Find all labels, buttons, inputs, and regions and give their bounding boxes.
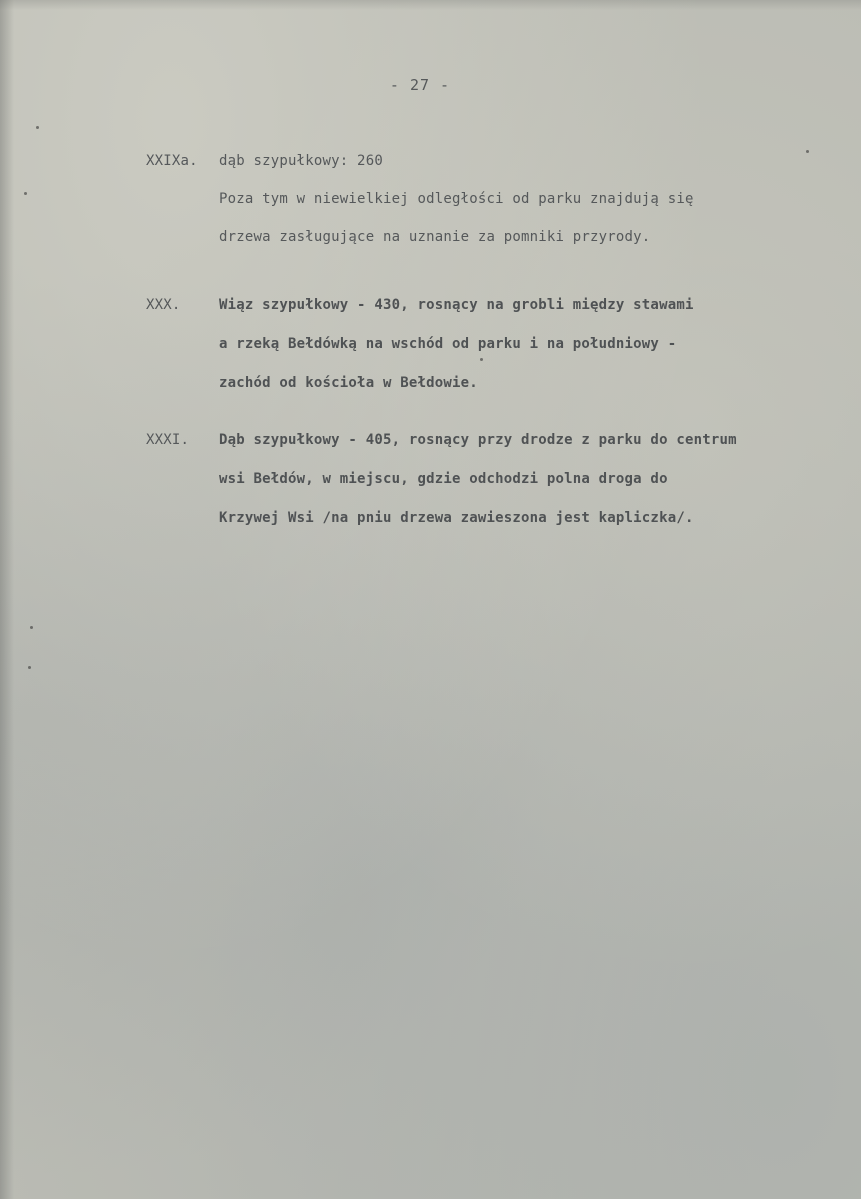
paper-speck: [28, 666, 31, 669]
entry-line: Wiąz szypułkowy - 430, rosnący na grobli między stawami: [219, 297, 694, 313]
entry-number: XXXI.: [146, 432, 190, 448]
entry-line: drzewa zasługujące na uznanie za pomniki przyrody.: [219, 229, 651, 245]
paper-speck: [36, 126, 39, 129]
entry-line: dąb szypułkowy: 260: [219, 153, 383, 169]
entry-line: wsi Bełdów, w miejscu, gdzie odchodzi polna droga do: [219, 471, 668, 487]
page-number: - 27 -: [389, 76, 451, 94]
entry-number: XXX.: [146, 297, 181, 313]
page-edge-shadow: [0, 0, 14, 1199]
entry-line: a rzeką Bełdówką na wschód od parku i na południowy -: [219, 336, 677, 352]
entry-number: XXIXa.: [146, 153, 198, 169]
paper-speck: [30, 626, 33, 629]
entry-line: Krzywej Wsi /na pniu drzewa zawieszona jest kapliczka/.: [219, 510, 694, 526]
paper-speck: [806, 150, 809, 153]
entry-line: zachód od kościoła w Bełdowie.: [219, 375, 478, 391]
entry-line: Dąb szypułkowy - 405, rosnący przy drodze z parku do centrum: [219, 432, 737, 448]
page-top-shadow: [0, 0, 861, 10]
paper-speck: [24, 192, 27, 195]
entry-line: Poza tym w niewielkiej odległości od parku znajdują się: [219, 191, 694, 207]
paper-speck: [480, 358, 483, 361]
